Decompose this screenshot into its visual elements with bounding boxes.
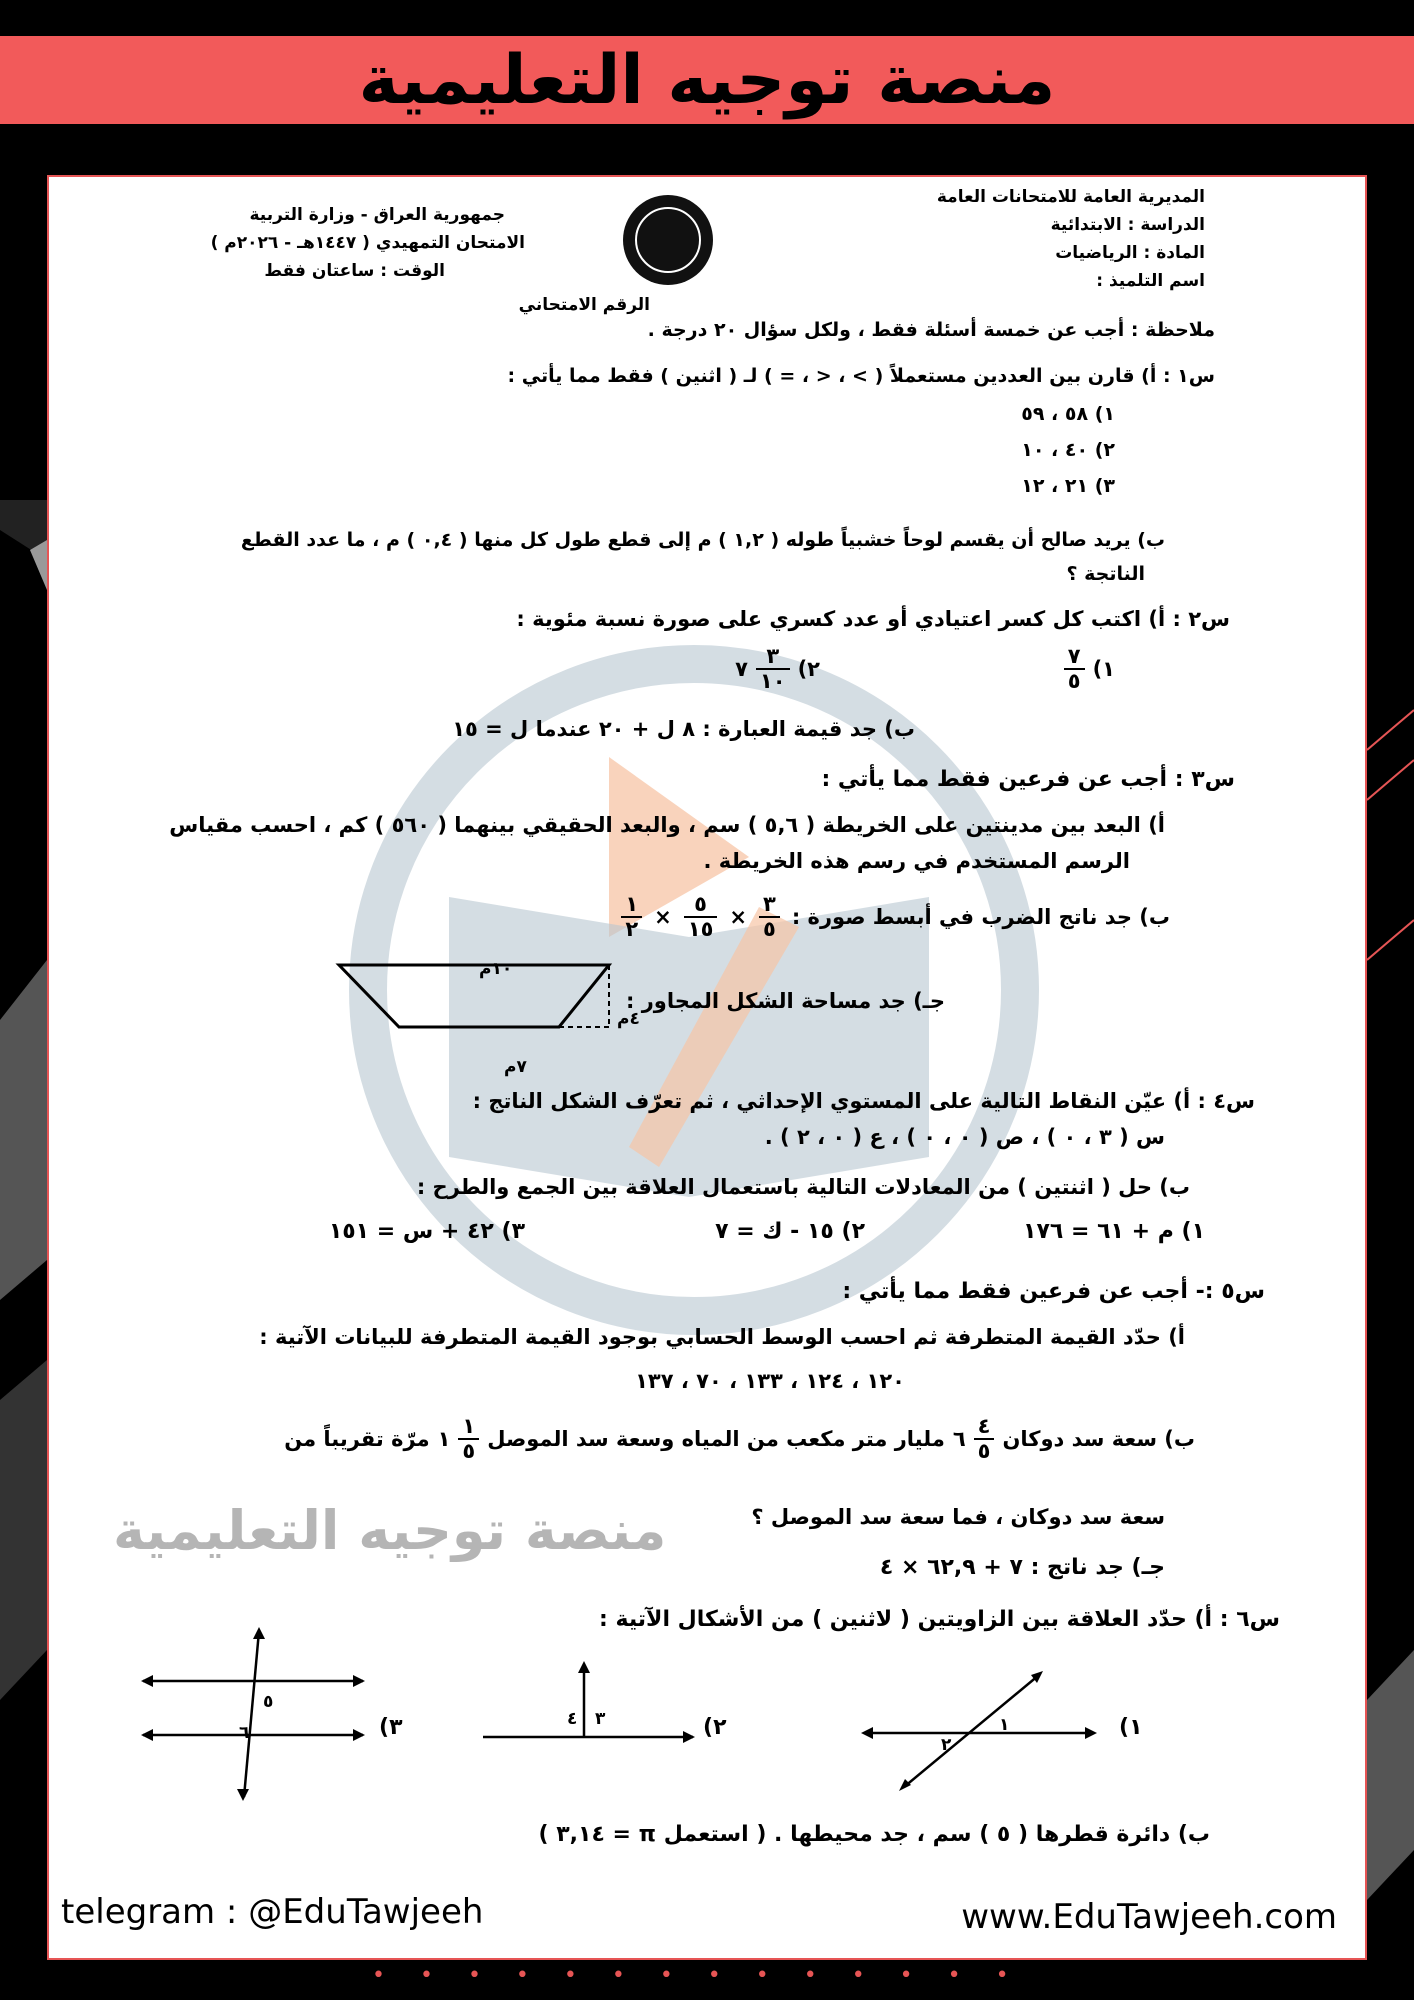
- q4-eq-3: ٣) ٤٢ + س = ١٥١: [328, 1219, 525, 1244]
- q6-b: ب) دائرة قطرها ( ٥ ) سم ، جد محيطها . ( استعمل π = ٣,١٤ ): [538, 1822, 1210, 1847]
- q6-figure-1: [859, 1667, 1099, 1797]
- q3-c: جـ) جد مساحة الشكل المجاور :: [626, 989, 945, 1013]
- header-subject: المادة : الرياضيات: [1055, 243, 1205, 263]
- q6-fig2-angle-4: ٤: [567, 1709, 578, 1729]
- header-stage: الدراسة : الابتدائية: [1050, 215, 1205, 235]
- q6-fig3-angle-5: ٥: [263, 1692, 274, 1712]
- q6-figure-2: [479, 1657, 699, 1777]
- q3-a-line1: أ) البعد بين مدينتين على الخريطة ( ٥,٦ ) سم ، والبعد الحقيقي بينهما ( ٥٦٠ ) كم ، احسب مقياس: [169, 813, 1165, 837]
- top-banner: [0, 36, 1414, 124]
- q2-b: ب) جد قيمة العبارة : ٨ ل + ٢٠ عندما ل = ١٥: [452, 717, 915, 741]
- q5-c: جـ) جد ناتج : ٧ + ٦٢,٩ × ٤: [879, 1555, 1165, 1580]
- footer-telegram: telegram : @EduTawjeeh: [61, 1892, 484, 1932]
- q5-b-whole2: ١: [437, 1427, 451, 1452]
- q1-b-line1: ب) يريد صالح أن يقسم لوحاً خشبياً طوله ( ١,٢ ) م إلى قطع طول كل منها ( ٠,٤ ) م ، ما عدد القطع: [240, 529, 1165, 551]
- q4-eq-1: ١) م + ٦١ = ١٧٦: [1023, 1219, 1205, 1244]
- q5-b-line2: سعة سد دوكان ، فما سعة سد الموصل ؟: [751, 1505, 1165, 1529]
- ministry-emblem: [623, 195, 713, 285]
- q2-a: س٢ : أ) اكتب كل كسر اعتيادي أو عدد كسري على صورة نسبة مئوية :: [516, 607, 1230, 631]
- shape-label-top: ١٠م: [479, 959, 513, 979]
- q1-item-2: ٢) ٤٠ ، ١٠: [1021, 439, 1115, 461]
- header-republic: جمهورية العراق - وزارة التربية: [249, 205, 505, 225]
- header-exam-type: الامتحان التمهيدي ( ١٤٤٧هـ - ٢٠٢٦م ): [210, 233, 525, 253]
- q5-b-frac1-num: ٤: [974, 1415, 995, 1440]
- q2-frac2-num: ٣: [756, 645, 790, 670]
- q3-title: س٣ : أجب عن فرعين فقط مما يأتي :: [821, 767, 1235, 792]
- q2-frac1: [1064, 645, 1085, 693]
- q3-frac1-den: ٥: [763, 917, 776, 942]
- exam-paper: [47, 175, 1367, 1960]
- q4-b: ب) حل ( اثنتين ) من المعادلات التالية باستعمال العلاقة بين الجمع والطرح :: [416, 1175, 1190, 1199]
- q1-a: س١ : أ) قارن بين العددين مستعملاً ( > ، < ، = ) لـ ( اثنين ) فقط مما يأتي :: [507, 365, 1215, 387]
- q2-frac-1: [1064, 645, 1115, 693]
- q3-frac-1: [759, 893, 780, 941]
- q2-frac2-label: ٢): [797, 657, 820, 682]
- q5-title: س٥ :- أجب عن فرعين فقط مما يأتي :: [842, 1279, 1265, 1304]
- q6-fig3-angle-6: ٦: [239, 1723, 250, 1743]
- q2-frac-2: [735, 645, 820, 693]
- q3-frac1-num: ٣: [759, 893, 780, 918]
- left-decoration: [0, 500, 47, 1900]
- header-student-name: اسم التلميذ :: [1096, 271, 1205, 291]
- q6-fig1-label: ١): [1119, 1715, 1143, 1740]
- q5-a-line1: أ) حدّد القيمة المتطرفة ثم احسب الوسط الحسابي بوجود القيمة المتطرفة للبيانات الآتية :: [259, 1325, 1185, 1349]
- q1-b-line2: الناتجة ؟: [1066, 563, 1145, 585]
- q3-b-text: ب) جد ناتج الضرب في أبسط صورة :: [791, 905, 1170, 930]
- q6-figure-3: [139, 1625, 369, 1805]
- shape-label-side: ٤م: [617, 1009, 640, 1029]
- q6-fig3-label: ٣): [379, 1715, 403, 1740]
- q4-a-line1: س٤ : أ) عيّن النقاط التالية على المستوي الإحداثي ، ثم تعرّف الشكل الناتج :: [472, 1089, 1255, 1113]
- q3-frac-3: [621, 893, 642, 941]
- q5-b-frac1: [974, 1415, 995, 1463]
- q2-frac1-label: ١): [1092, 657, 1115, 682]
- q3-a-line2: الرسم المستخدم في رسم هذه الخريطة .: [703, 849, 1130, 873]
- q6-a: س٦ : أ) حدّد العلاقة بين الزاويتين ( لاثنين ) من الأشكال الآتية :: [599, 1607, 1280, 1632]
- q2-frac1-den: ٥: [1067, 669, 1081, 694]
- watermark-text: منصة توجيه التعليمية: [113, 1499, 667, 1562]
- header-directorate: المديرية العامة للامتحانات العامة: [936, 187, 1205, 207]
- q3-times-2: ×: [654, 905, 672, 930]
- header-time: الوقت : ساعتان فقط: [264, 261, 445, 281]
- q6-fig1-angle-2: ٢: [941, 1735, 952, 1755]
- q2-frac2: [756, 645, 790, 693]
- q6-fig2-label: ٢): [703, 1715, 727, 1740]
- q5-a-line2: ١٢٠ ، ١٢٤ ، ١٣٣ ، ٧٠ ، ١٣٧: [635, 1369, 905, 1393]
- q2-frac1-num: ٧: [1064, 645, 1085, 670]
- q3-frac2-num: ٥: [684, 893, 718, 918]
- q2-frac2-den: ١٠: [759, 669, 786, 694]
- q3-frac3-num: ١: [621, 893, 642, 918]
- q3-times-1: ×: [729, 905, 748, 930]
- bottom-dots-decoration: • • • • • • • • • • • • • •: [372, 1963, 1023, 1988]
- q5-b-line1: [284, 1415, 1195, 1463]
- q1-item-1: ١) ٥٨ ، ٥٩: [1021, 403, 1115, 425]
- q5-b-frac2: [458, 1415, 479, 1463]
- q3-frac2-den: ١٥: [687, 917, 714, 942]
- exam-number-label: الرقم الامتحاني: [518, 295, 650, 315]
- q4-a-line2: س ( ٣ ، ٠ ) ، ص ( ٠ ، ٠ ) ، ع ( ٠ ، ٢ ) .: [764, 1125, 1165, 1149]
- q1-item-3: ٣) ٢١ ، ١٢: [1021, 475, 1115, 497]
- q3-b: [621, 893, 1170, 941]
- q6-fig1-angle-1: ١: [999, 1715, 1010, 1735]
- q5-b-mid: مليار متر مكعب من المياه وسعة سد الموصل: [487, 1427, 945, 1452]
- q5-b-end: مرّة تقريباً من: [284, 1427, 430, 1452]
- q3-frac3-den: ٢: [625, 917, 639, 942]
- q5-b-start: ب) سعة سد دوكان: [1002, 1427, 1195, 1452]
- q5-b-frac1-den: ٥: [977, 1439, 991, 1464]
- footer-website[interactable]: www.EduTawjeeh.com: [961, 1897, 1337, 1937]
- q5-b-whole1: ٦: [952, 1427, 966, 1452]
- banner-title: منصة توجيه التعليمية: [358, 40, 1056, 120]
- q6-fig2-angle-3: ٣: [595, 1709, 606, 1729]
- q4-eq-2: ٢) ١٥ - ك = ٧: [715, 1219, 865, 1244]
- q2-frac2-whole: ٧: [735, 657, 748, 682]
- q3-frac-2: [684, 893, 718, 941]
- q5-b-frac2-num: ١: [458, 1415, 479, 1440]
- q5-b-frac2-den: ٥: [462, 1439, 476, 1464]
- right-decoration: [1367, 600, 1414, 2000]
- shape-label-bottom: ٧م: [504, 1057, 527, 1077]
- exam-note: ملاحظة : أجب عن خمسة أسئلة فقط ، ولكل سؤال ٢٠ درجة .: [647, 319, 1215, 341]
